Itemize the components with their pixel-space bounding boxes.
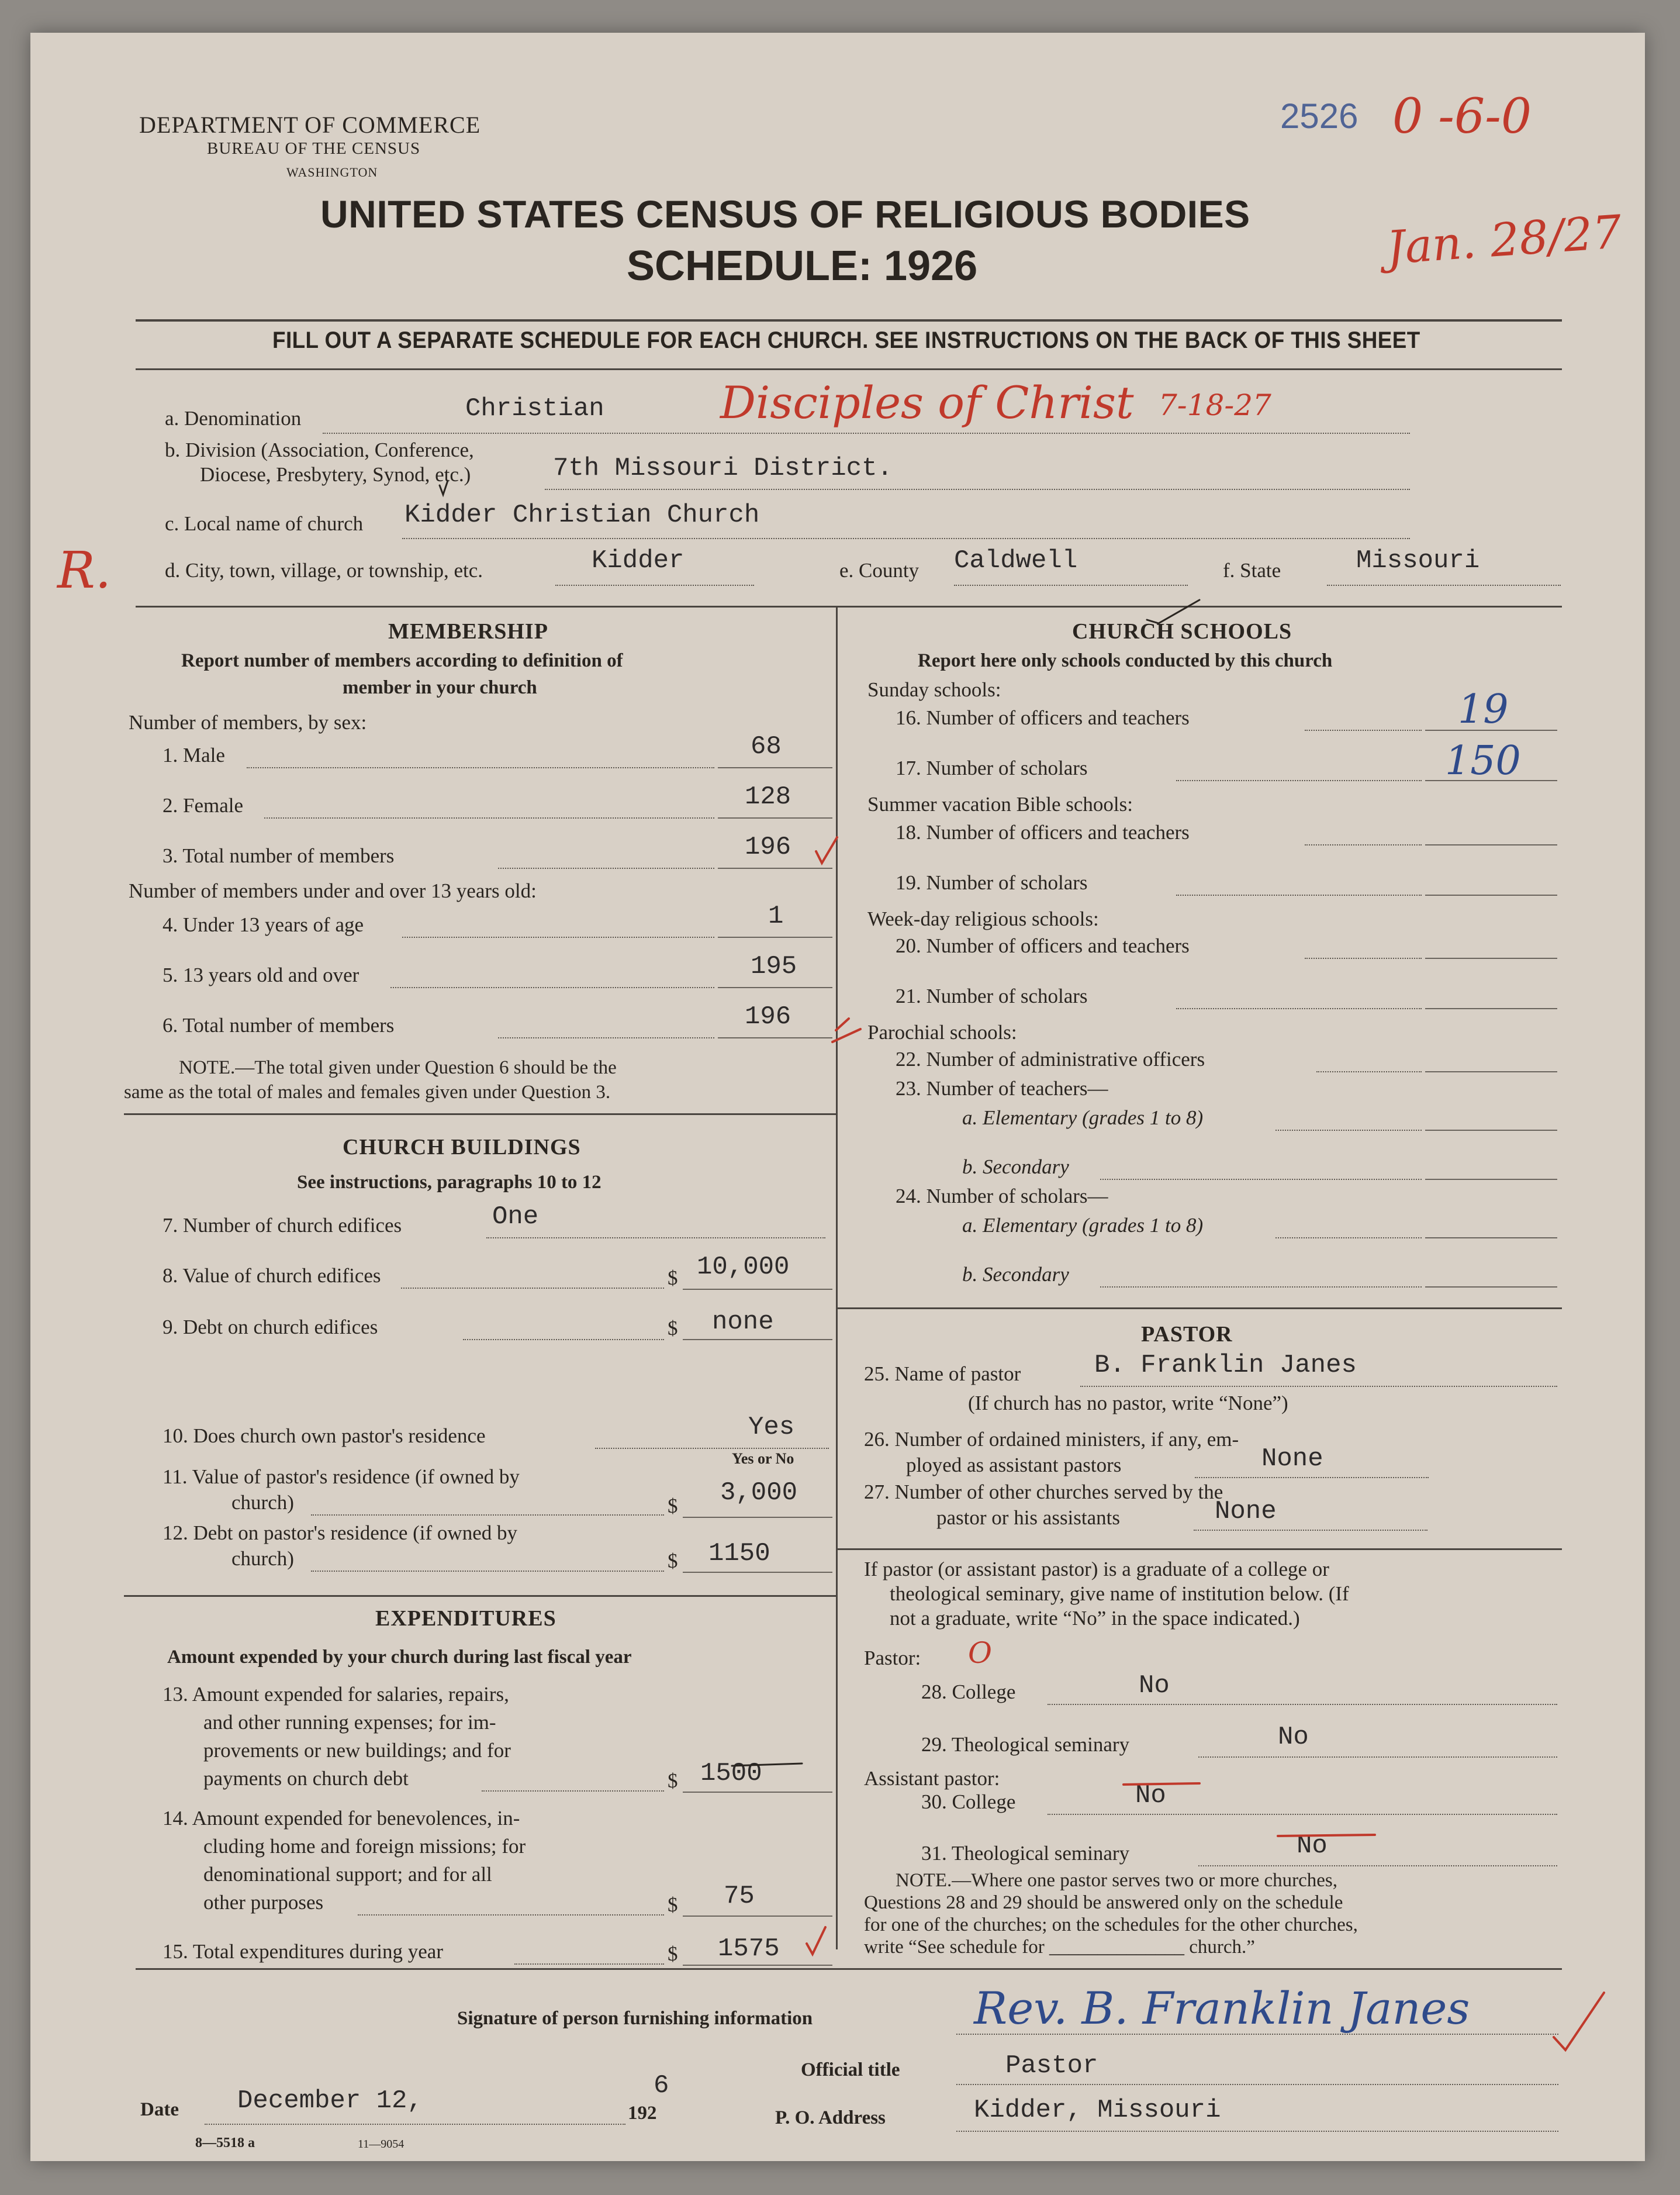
city-line: WASHINGTON (286, 165, 378, 180)
q5-value[interactable]: 195 (751, 952, 797, 981)
q11-dollar: $ (668, 1495, 678, 1517)
q4-value[interactable]: 1 (768, 902, 784, 931)
denomination-value[interactable]: Christian (465, 394, 604, 423)
q4-label: 4. Under 13 years of age (163, 913, 364, 936)
q24b-label: b. Secondary (962, 1263, 1069, 1286)
q23a-label: a. Elementary (grades 1 to 8) (962, 1106, 1204, 1129)
q27-label-1: 27. Number of other churches served by the (864, 1480, 1223, 1503)
grad-note-2: theological seminary, give name of institution below. (If (890, 1582, 1349, 1605)
q13-line-2: and other running expenses; for im- (203, 1711, 496, 1734)
county-label: e. County (839, 559, 919, 582)
hand-code: 0 -6-0 (1392, 89, 1532, 144)
q3-value[interactable]: 196 (745, 833, 791, 862)
q30-value[interactable]: No (1135, 1781, 1166, 1810)
denomination-label: a. Denomination (165, 407, 302, 430)
official-title-label: Official title (801, 2059, 900, 2080)
form-code: 8—5518 a (195, 2135, 255, 2151)
q3-label: 3. Total number of members (163, 844, 395, 867)
q2-value[interactable]: 128 (745, 782, 791, 812)
q8-dollar: $ (668, 1266, 678, 1289)
check-marks-overlay (30, 33, 1645, 2161)
q16-label: 16. Number of officers and teachers (896, 706, 1190, 729)
q20-label: 20. Number of officers and teachers (896, 934, 1190, 957)
q9-label: 9. Debt on church edifices (163, 1316, 378, 1338)
q19-label: 19. Number of scholars (896, 871, 1088, 894)
q14-line-1: 14. Amount expended for benevolences, in- (163, 1807, 520, 1830)
q9-dollar: $ (668, 1317, 678, 1340)
check-mark-icon (816, 837, 837, 863)
q10-label: 10. Does church own pastor's residence (163, 1424, 486, 1447)
q7-label: 7. Number of church edifices (163, 1214, 402, 1237)
q6-value[interactable]: 196 (745, 1002, 791, 1031)
parochial-schools-label: Parochial schools: (867, 1021, 1017, 1044)
q28-label: 28. College (921, 1680, 1016, 1703)
q27-value[interactable]: None (1215, 1497, 1277, 1526)
expenditures-heading: EXPENDITURES (375, 1606, 556, 1631)
pastor-note-1: NOTE.—Where one pastor serves two or more churches, (896, 1870, 1337, 1891)
year-suffix[interactable]: 6 (654, 2071, 669, 2100)
denomination-hand-date: 7-18-27 (1159, 388, 1271, 422)
signature-label: Signature of person furnishing information (457, 2008, 813, 2029)
state-label: f. State (1223, 559, 1281, 582)
po-address-value[interactable]: Kidder, Missouri (974, 2096, 1221, 2125)
q30-label: 30. College (921, 1790, 1016, 1813)
q15-value[interactable]: 1575 (718, 1934, 780, 1963)
q27-label-2: pastor or his assistants (936, 1506, 1121, 1529)
department-line: DEPARTMENT OF COMMERCE (139, 112, 481, 138)
pastor-heading: PASTOR (1141, 1322, 1233, 1347)
q28-value[interactable]: No (1139, 1671, 1170, 1700)
sunday-schools-label: Sunday schools: (867, 678, 1001, 701)
q13-line-3: provements or new buildings; and for (203, 1739, 511, 1762)
check-mark-icon (440, 481, 448, 495)
q13-value[interactable]: 1500 (700, 1759, 762, 1788)
grad-note-1: If pastor (or assistant pastor) is a graduate of a college or (864, 1558, 1329, 1580)
check-mark-icon (807, 1927, 825, 1954)
form-title: UNITED STATES CENSUS OF RELIGIOUS BODIES (320, 192, 1250, 236)
q16-value[interactable]: 19 (1458, 686, 1509, 733)
membership-note-2: same as the total of males and females given under Question 3. (124, 1082, 611, 1103)
pastor-note-2: Questions 28 and 29 should be answered only on the schedule (864, 1892, 1343, 1913)
summer-schools-label: Summer vacation Bible schools: (867, 793, 1133, 816)
q12-label-1: 12. Debt on pastor's residence (if owned by (163, 1521, 517, 1544)
stamp-number: 2526 (1280, 96, 1358, 136)
q26-value[interactable]: None (1261, 1444, 1323, 1473)
pastor-note-3: for one of the churches; on the schedules for the other churches, (864, 1914, 1358, 1935)
q21-label: 21. Number of scholars (896, 985, 1088, 1007)
q17-label: 17. Number of scholars (896, 757, 1088, 779)
census-schedule-sheet (30, 33, 1645, 2161)
instruction-line: FILL OUT A SEPARATE SCHEDULE FOR EACH CHURCH. SEE INSTRUCTIONS ON THE BACK OF THIS SHEET (272, 327, 1420, 353)
assistant-subheading: Assistant pastor: (864, 1767, 1000, 1790)
q14-line-2: cluding home and foreign missions; for (203, 1835, 526, 1858)
date-label: Date (140, 2099, 179, 2120)
buildings-sub: See instructions, paragraphs 10 to 12 (297, 1172, 602, 1193)
q23b-label: b. Secondary (962, 1155, 1069, 1178)
q24a-label: a. Elementary (grades 1 to 8) (962, 1214, 1204, 1237)
grad-note-3: not a graduate, write “No” in the space indicated.) (890, 1607, 1300, 1630)
schedule-title: SCHEDULE: 1926 (627, 243, 978, 289)
by-sex-label: Number of members, by sex: (129, 711, 367, 734)
q10-value[interactable]: Yes (748, 1413, 795, 1442)
division-label-2: Diocese, Presbytery, Synod, etc.) (200, 463, 471, 486)
q23-label: 23. Number of teachers— (896, 1077, 1108, 1100)
check-mark-icon (1554, 1993, 1604, 2050)
bureau-line: BUREAU OF THE CENSUS (207, 139, 421, 158)
q7-value[interactable]: One (492, 1202, 539, 1231)
q25-label: 25. Name of pastor (864, 1362, 1021, 1385)
q12-label-2: church) (231, 1547, 294, 1570)
q13-dollar: $ (668, 1769, 678, 1792)
q5-label: 5. 13 years old and over (163, 964, 359, 986)
county-value[interactable]: Caldwell (954, 546, 1078, 575)
weekday-schools-label: Week-day religious schools: (867, 907, 1099, 930)
strike-mark-icon (1124, 1783, 1199, 1785)
schools-sub: Report here only schools conducted by this church (918, 650, 1333, 671)
year-prefix: 192 (628, 2103, 657, 2124)
check-mark-icon (1147, 600, 1199, 623)
q8-label: 8. Value of church edifices (163, 1264, 381, 1287)
pastor-subheading: Pastor: (864, 1647, 921, 1669)
date-value[interactable]: December 12, (237, 2086, 423, 2115)
denomination-handwritten: Disciples of Christ (720, 377, 1134, 429)
pastor-note-4: write “See schedule for ______________ church.” (864, 1937, 1255, 1958)
check-mark-icon (832, 1019, 860, 1042)
q14-dollar: $ (668, 1893, 678, 1916)
po-address-label: P. O. Address (775, 2107, 886, 2128)
membership-note-1: NOTE.—The total given under Question 6 should be the (179, 1057, 617, 1078)
q26-label-2: ployed as assistant pastors (906, 1454, 1122, 1476)
q31-value[interactable]: No (1297, 1831, 1328, 1861)
q2-label: 2. Female (163, 794, 244, 817)
print-code: 11—9054 (358, 2138, 405, 2151)
official-title-value[interactable]: Pastor (1005, 2051, 1098, 2080)
strike-mark-icon (732, 1763, 802, 1766)
q29-value[interactable]: No (1278, 1723, 1309, 1752)
division-label-1: b. Division (Association, Conference, (165, 439, 474, 461)
q13-line-4: payments on church debt (203, 1767, 409, 1790)
hand-received-date: Jan. 28/27 (1385, 206, 1624, 275)
q22-label: 22. Number of administrative officers (896, 1048, 1205, 1071)
q11-value[interactable]: 3,000 (720, 1478, 798, 1507)
q25-value[interactable]: B. Franklin Janes (1094, 1351, 1357, 1380)
state-value[interactable]: Missouri (1356, 546, 1480, 575)
buildings-heading: CHURCH BUILDINGS (343, 1135, 581, 1159)
q24-label: 24. Number of scholars— (896, 1185, 1108, 1207)
q14-line-3: denominational support; and for all (203, 1863, 492, 1886)
q14-line-4: other purposes (203, 1891, 324, 1914)
city-label: d. City, town, village, or township, etc. (165, 559, 483, 582)
q25-hint: (If church has no pastor, write “None”) (968, 1392, 1288, 1414)
city-value[interactable]: Kidder (592, 546, 685, 575)
membership-sub-2: member in your church (343, 677, 537, 698)
q8-value[interactable]: 10,000 (697, 1252, 790, 1282)
q15-dollar: $ (668, 1942, 678, 1965)
q10-hint: Yes or No (732, 1450, 794, 1467)
q12-value[interactable]: 1150 (708, 1539, 770, 1568)
q14-value[interactable]: 75 (724, 1882, 755, 1911)
q11-label-1: 11. Value of pastor's residence (if owned by (163, 1465, 520, 1488)
q11-label-2: church) (231, 1491, 294, 1514)
q13-line-1: 13. Amount expended for salaries, repairs, (163, 1683, 509, 1706)
q29-label: 29. Theological seminary (921, 1733, 1130, 1756)
q12-dollar: $ (668, 1549, 678, 1572)
membership-heading: MEMBERSHIP (388, 619, 548, 644)
local-name-label: c. Local name of church (165, 512, 364, 535)
q1-label: 1. Male (163, 744, 225, 767)
expenditures-sub: Amount expended by your church during last fiscal year (167, 1647, 632, 1668)
margin-r-mark: R. (57, 541, 112, 600)
q6-label: 6. Total number of members (163, 1014, 395, 1037)
q31-label: 31. Theological seminary (921, 1842, 1130, 1865)
pastor-mark: O (968, 1636, 992, 1670)
q18-label: 18. Number of officers and teachers (896, 821, 1190, 844)
signature-value[interactable]: Rev. B. Franklin Janes (974, 1982, 1470, 2034)
q17-value[interactable]: 150 (1445, 738, 1521, 784)
membership-sub-1: Report number of members according to definition of (181, 650, 623, 671)
strike-mark-icon (1278, 1835, 1375, 1836)
schools-heading: CHURCH SCHOOLS (1072, 619, 1292, 644)
local-name-value[interactable]: Kidder Christian Church (405, 501, 760, 530)
q1-value[interactable]: 68 (751, 732, 782, 761)
q9-value[interactable]: none (712, 1307, 774, 1337)
by-age-label: Number of members under and over 13 years old: (129, 879, 537, 902)
q15-label: 15. Total expenditures during year (163, 1940, 443, 1963)
q26-label-1: 26. Number of ordained ministers, if any, em- (864, 1428, 1239, 1451)
division-value[interactable]: 7th Missouri District. (553, 454, 893, 483)
